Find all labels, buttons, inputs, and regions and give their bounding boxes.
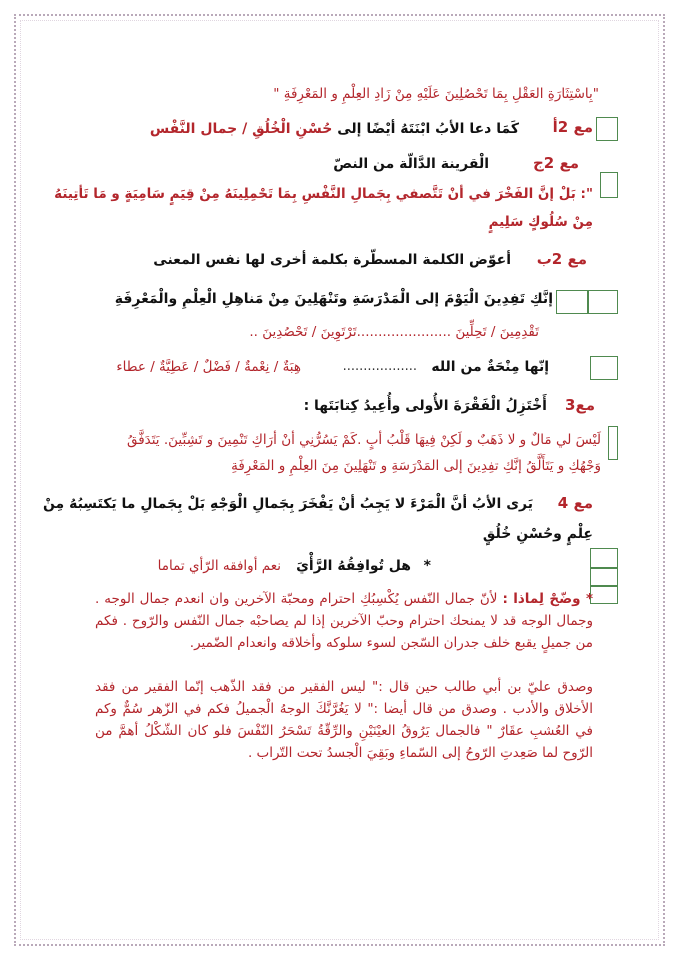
question-prompt: أَخْتَزِلُ الْفَقْرَةَ الأُولى وأُعِيدُ كِتابَتَها : — [303, 398, 547, 414]
question-label: مع3 — [565, 396, 595, 414]
explain-label: * وضّحْ لِماذا : — [502, 591, 594, 607]
sentence: إنّها مِنْحَةٌ من الله — [431, 359, 549, 375]
question-label: مع 4 — [557, 494, 593, 512]
question-prompt: عِلْمٍ وحُسْنِ خُلُقٍ — [482, 526, 593, 542]
question-prompt: أعوّض الكلمة المسطّرة بكلمة أخرى لها نفس المعنى — [153, 252, 511, 268]
agree-answer: نعم أوافقه الرّأي تماما — [157, 558, 281, 574]
explain-text: لأنّ جمال النّفس يُكْسِبُكِ احترام ومحبّة الآخرين وان انعدم جمال الوجه . وجمال الوجه قد لا يمنحك احترام وحبّ الآخرين إذا لم يصاحبْه جمال النّفس والرّوح . فكم من جميلٍ يقبع خلف جدران السّجن لسوء سلوكه وأخلاقه وانعدام الضّمير. — [95, 591, 593, 651]
question-label: مع 2ب — [536, 250, 587, 268]
question-label: مع 2أ — [552, 118, 593, 136]
answer-box[interactable] — [600, 172, 618, 198]
question-prompt: يَرى الأبُ أنَّ الْمَرْءَ لا يَجِبُ أنْ يَفْخَرَ بِجَمالِ الْوَجْهِ بَلْ بِجَمالِ ما يَكتَسِبُهُ مِنْ — [42, 496, 533, 512]
box-divider — [587, 291, 589, 313]
dotted-fill: .................. — [342, 359, 417, 374]
question-prompt: كَمَا دعا الأبُ ابْنَتَهُ أيْضًا إلى — [337, 121, 519, 137]
explanation — [95, 588, 593, 654]
answer-box[interactable] — [596, 117, 618, 141]
question-prompt: الْقرينة الدَّالّة من النصّ — [333, 156, 489, 172]
question-label: مع 2ج — [532, 154, 579, 172]
answer-options: تَقْدِمِينَ / تَحِلِّينَ ......................تَرْتَوِينَ / تَحْصُدِينَ .. — [249, 324, 539, 340]
supporting-quote: وصدق عليّ بن أبي طالب حين قال :" ليس الفقير من فقد الذّهب إنّما الفقير من فقد الأخلاق والأدب . وصدق من قال أيضا :" لا يَغُرَّنَّكَ الوجهُ الْجميلُ فكم في الزّهر سُمٌّ وكم في العُشبِ عقَارٌ " فالجمال يَرُوقُ العيْنَيْنِ والرِّقّةُ تَسْحَرُ النّفْسَ فلو كان الشّكْلُ أهمَّ من الرّوح لما صَعِدتِ الرّوحُ إلى السّماءِ وبَقِيَ الْجسدُ تحت التّراب . — [95, 679, 593, 761]
quote-line: "بِاسْتِثَارَةِ العَقْلِ بِمَا تَحْصُلِينَ عَلَيْهِ مِنْ زَادِ العِلْمِ و المَعْرِفَةِ " — [273, 86, 599, 102]
box-divider — [591, 585, 617, 587]
answer-box[interactable] — [608, 426, 618, 460]
answer-line: وَجْهُكِ و يَتَأَلَّقُ إنَّكِ تفِدِينَ إلى المَدْرَسَةِ و تَنْهَلِينَ مِنَ العِلْمِ و المَعْرِفَةِ — [231, 458, 601, 474]
answer-options: هِبَةٌ / نِعْمةٌ / فَضْلٌ / عَطِيَّةٌ / عطاء — [116, 359, 301, 375]
answer-line: ": بَلْ إنَّ الفَخْرَ في أنْ تَتَّصفي بِجَمالِ النَّفْسِ بِمَا تَحْمِلِينَهُ مِنْ قِيَمٍ سَامِيَةٍ و مَا تَأتِينَهُ — [54, 186, 593, 202]
answer-box-stack[interactable] — [590, 548, 618, 604]
answer-line: مِنْ سُلُوكٍ سَلِيمٍ — [488, 214, 593, 230]
bullet: * — [423, 558, 431, 574]
answer-box[interactable] — [590, 356, 618, 380]
answer-line: لَيْسَ لي مَالٌ و لا ذَهَبٌ و لَكِنْ فِيهَا قَلْبُ أبٍ .كَمْ يَسُرُّنِي أنْ أرَاكِ تَنْمِينَ و تَشِبِّينَ. يَتَدَفَّقُ — [126, 432, 601, 448]
agree-question: هل تُوافِقُهُ الرَّأْيَ — [296, 558, 411, 574]
box-divider — [591, 567, 617, 569]
q2a-line — [150, 119, 519, 139]
sentence: إنَّكِ تَفِدِينَ الْيَوْمَ إلى الْمَدْرَسَةِ وتَنْهَلِينَ مِنْ مَناهِلِ الْعِلْمِ والْمَعْرِفَةِ — [114, 291, 553, 307]
answer-box-group[interactable] — [556, 290, 618, 314]
answer-text: حُسْنِ الْخُلُقِ / جمال النَّفْس — [149, 121, 333, 137]
